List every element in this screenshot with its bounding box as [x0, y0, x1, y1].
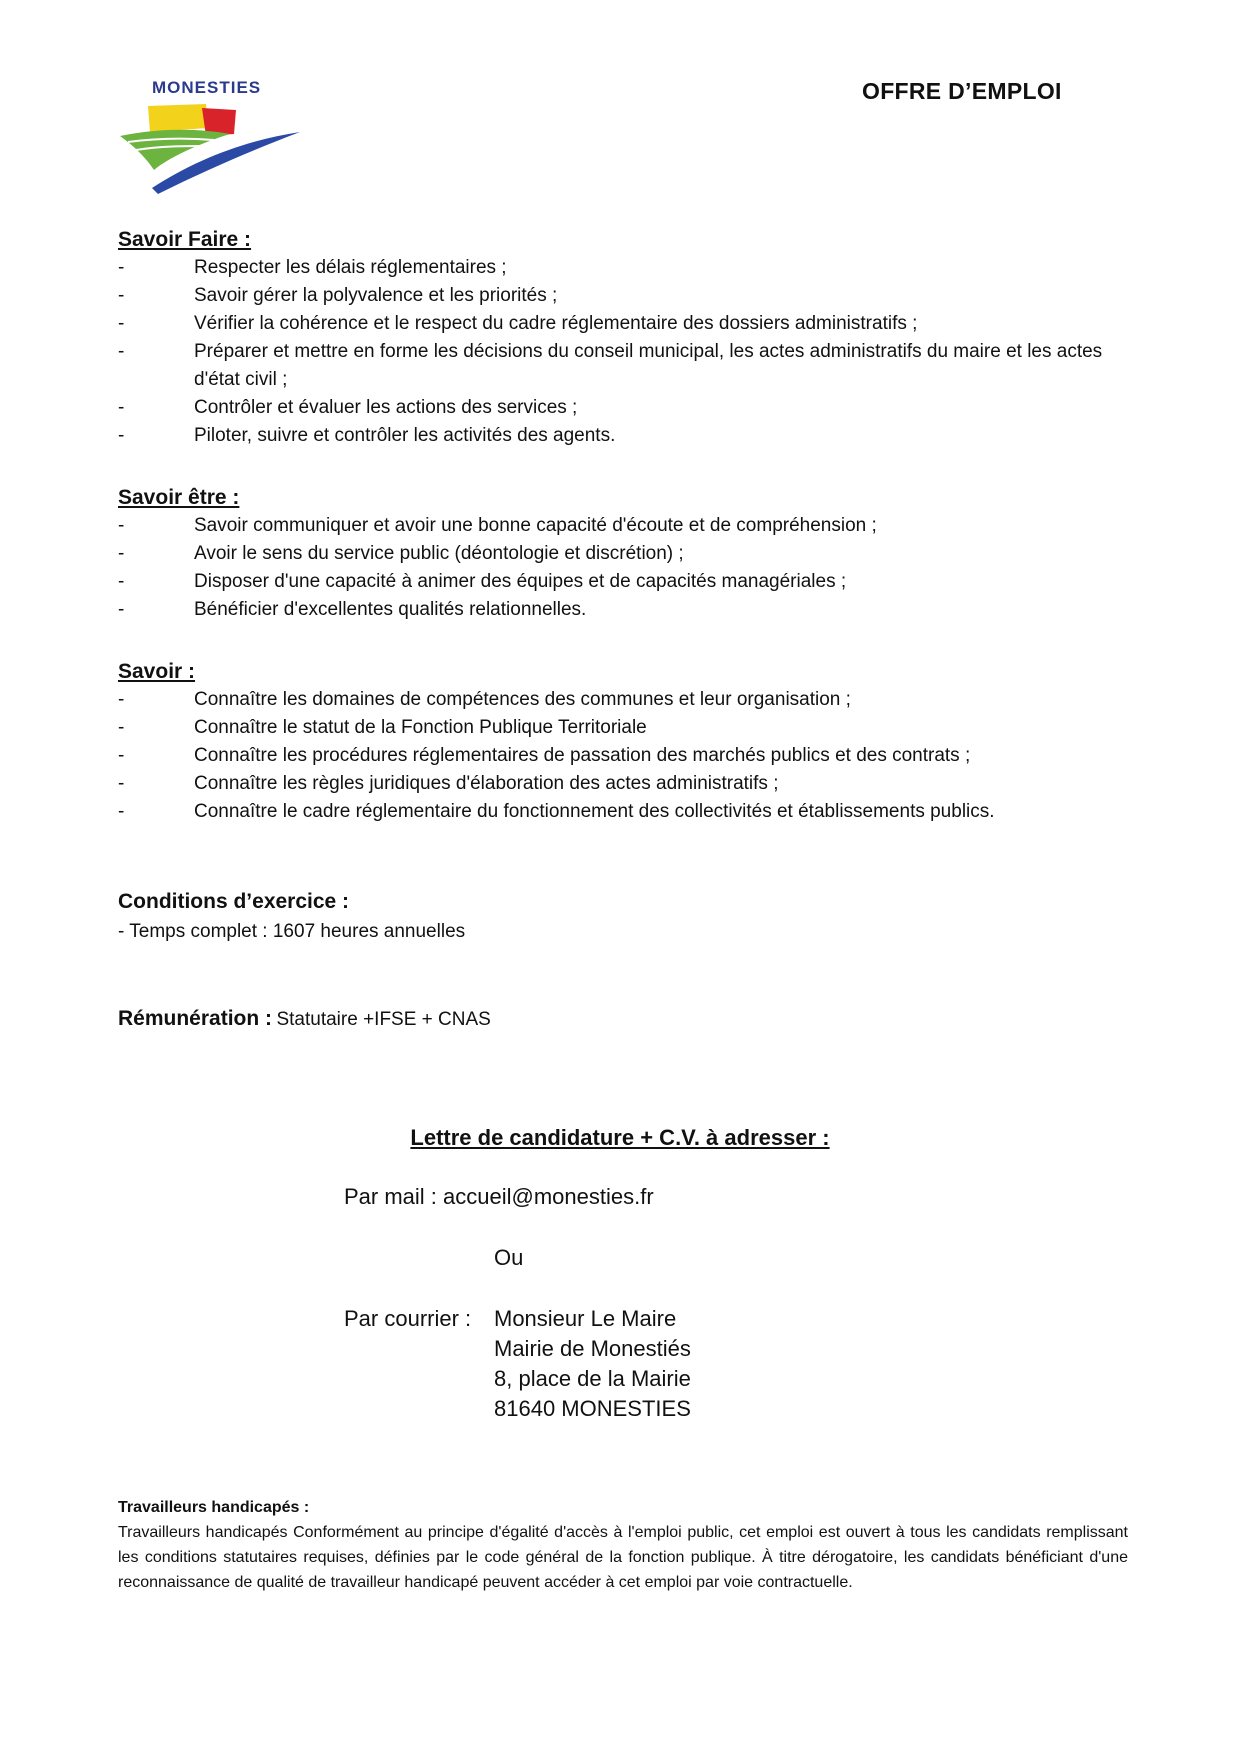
list-item: [118, 798, 1128, 826]
savoir-etre-list: [118, 512, 1128, 624]
list-item-text: Connaître le cadre réglementaire du fonctionnement des collectivités et établissements publics.: [194, 801, 995, 822]
address-line: 81640 MONESTIES: [494, 1396, 691, 1421]
list-item-text: Respecter les délais réglementaires ;: [194, 257, 507, 278]
document-title: OFFRE D’EMPLOI: [862, 78, 1062, 104]
notice-heading: Travailleurs handicapés :: [118, 1499, 310, 1516]
bullet-dash: -: [118, 543, 125, 564]
bullet-dash: -: [118, 745, 125, 766]
list-item-text: Connaître les procédures réglementaires de passation des marchés publics et des contrats ;: [194, 745, 971, 766]
list-item: [118, 338, 1128, 394]
application-post-label: Par courrier :: [344, 1306, 472, 1331]
address-line: 8, place de la Mairie: [494, 1366, 691, 1391]
list-item-text: Piloter, suivre et contrôler les activités des agents.: [194, 425, 616, 446]
bullet-dash: -: [118, 285, 125, 306]
bullet-dash: -: [118, 313, 125, 334]
remuneration-value: Statutaire +IFSE + CNAS: [276, 1009, 491, 1030]
bullet-dash: -: [118, 773, 125, 794]
section-heading: Savoir Faire :: [118, 228, 252, 251]
bullet-dash: -: [118, 257, 125, 278]
list-item-text: Vérifier la cohérence et le respect du cadre réglementaire des dossiers administratifs ;: [194, 313, 918, 334]
list-item: [118, 310, 1128, 338]
bullet-dash: -: [118, 689, 125, 710]
list-item-text: Contrôler et évaluer les actions des services ;: [194, 397, 578, 418]
list-item: [118, 770, 1128, 798]
application-heading: [0, 1125, 1240, 1151]
logo-graphic: [118, 98, 308, 194]
list-item-text: Bénéficier d'excellentes qualités relationnelles.: [194, 599, 587, 620]
list-item: [118, 282, 1128, 310]
section-savoir-etre: [118, 484, 1128, 624]
remuneration: [118, 1004, 491, 1036]
application-mail: Par mail : accueil@monesties.fr: [344, 1184, 654, 1209]
application-heading-text: Lettre de candidature + C.V. à adresser :: [410, 1125, 830, 1150]
list-item-text: Connaître les domaines de compétences des communes et leur organisation ;: [194, 689, 851, 710]
address-line: Monsieur Le Maire: [494, 1306, 677, 1331]
conditions-heading: Conditions d’exercice :: [118, 890, 350, 913]
list-item: [118, 422, 1128, 450]
list-item: [118, 568, 1128, 596]
list-item: [118, 254, 1128, 282]
list-item-text: Savoir gérer la polyvalence et les priorités ;: [194, 285, 558, 306]
conditions-line: - Temps complet : 1607 heures annuelles: [118, 921, 466, 942]
savoir-faire-list: [118, 254, 1128, 450]
bullet-dash: -: [118, 425, 125, 446]
list-item-text: Disposer d'une capacité à animer des équipes et de capacités managériales ;: [194, 571, 847, 592]
section-heading: Savoir être :: [118, 486, 240, 509]
list-item: [118, 714, 1128, 742]
list-item-text: Connaître le statut de la Fonction Publique Territoriale: [194, 717, 647, 738]
notice-body: Travailleurs handicapés Conformément au principe d'égalité d'accès à l'emploi public, cet emploi est ouvert à tous les candidats remplissant les conditions statutaires requises, définies par le code général de la fonction publique. À titre dérogatoire, les candidats bénéficiant d'une reconnaissance de qualité de travailleur handicapé peuvent accéder à cet emploi par voie contractuelle.: [118, 1524, 1128, 1591]
logo-text: MONESTIES: [152, 78, 262, 97]
bullet-dash: -: [118, 397, 125, 418]
list-item: [118, 540, 1128, 568]
list-item-text: Avoir le sens du service public (déontologie et discrétion) ;: [194, 543, 684, 564]
section-heading: Savoir :: [118, 660, 196, 683]
bullet-dash: -: [118, 599, 125, 620]
list-item: [118, 742, 1128, 770]
bullet-dash: -: [118, 801, 125, 822]
bullet-dash: -: [118, 717, 125, 738]
section-savoir-faire: [118, 226, 1128, 450]
savoir-list: [118, 686, 1128, 826]
bullet-dash: -: [118, 571, 125, 592]
remuneration-label: Rémunération :: [118, 1007, 273, 1030]
list-item: [118, 686, 1128, 714]
bullet-dash: -: [118, 341, 125, 362]
monesties-logo: [118, 76, 308, 194]
list-item-text: Préparer et mettre en forme les décisions du conseil municipal, les actes administratifs du maire et les actes d'état civil ;: [194, 341, 1103, 390]
list-item: [118, 512, 1128, 540]
application-or: Ou: [494, 1245, 524, 1270]
list-item-text: Connaître les règles juridiques d'élaboration des actes administratifs ;: [194, 773, 779, 794]
section-savoir: [118, 658, 1128, 826]
list-item-text: Savoir communiquer et avoir une bonne capacité d'écoute et de compréhension ;: [194, 515, 877, 536]
address-line: Mairie de Monestiés: [494, 1336, 691, 1361]
list-item: [118, 596, 1128, 624]
list-item: [118, 394, 1128, 422]
bullet-dash: -: [118, 515, 125, 536]
